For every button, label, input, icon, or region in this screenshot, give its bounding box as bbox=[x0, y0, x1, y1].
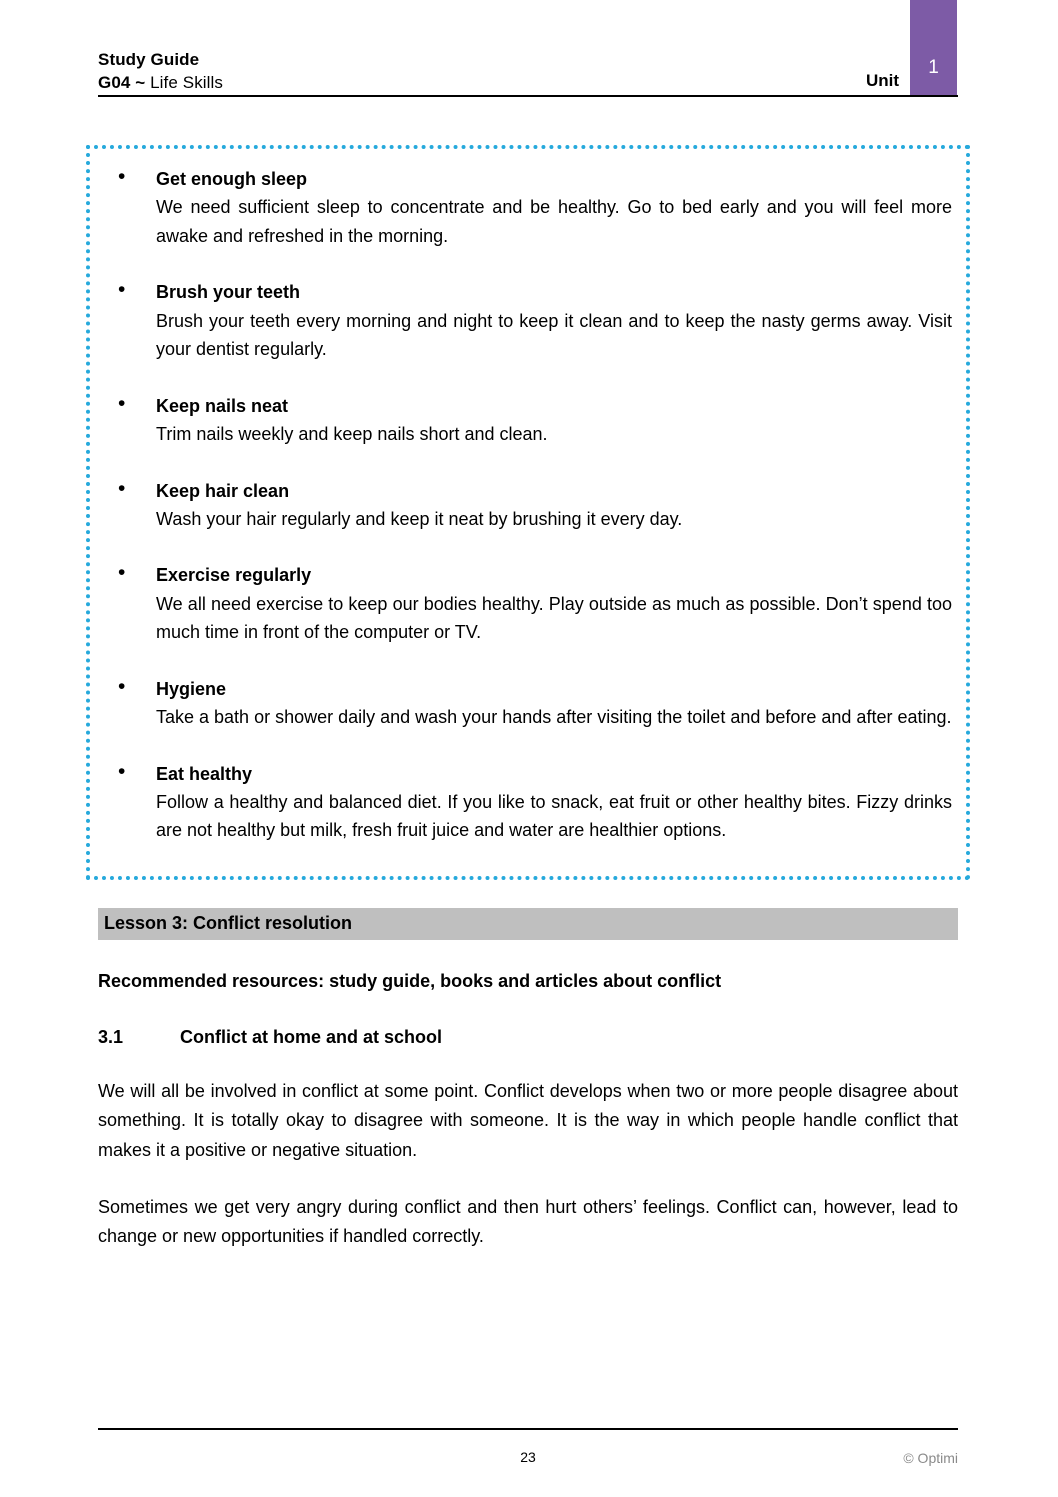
list-item bbox=[104, 477, 952, 534]
lesson-heading-text: Lesson 3: Conflict resolution bbox=[104, 913, 353, 933]
tip-title: • Keep nails neat bbox=[156, 395, 289, 416]
page-header bbox=[98, 0, 958, 96]
header-unit-label: Unit bbox=[865, 71, 899, 90]
tip-title: • Get enough sleep bbox=[156, 169, 308, 189]
footer-copyright: © Optimi bbox=[903, 1450, 958, 1466]
tip-title: • Keep hair clean bbox=[156, 480, 290, 501]
list-item bbox=[104, 392, 952, 449]
health-tips-callout bbox=[86, 145, 970, 880]
header-divider-rule bbox=[98, 95, 958, 97]
unit-badge bbox=[910, 0, 957, 95]
tip-title: • Exercise regularly bbox=[156, 565, 312, 586]
tip-title: • Eat healthy bbox=[156, 763, 253, 784]
tip-title: • Brush your teeth bbox=[156, 282, 301, 303]
tip-body: Follow a healthy and balanced diet. If you like to snack, eat fruit or other healthy bites. Fizzy drinks are not healthy but milk, fresh fruit juice and water are healthier options. bbox=[156, 792, 952, 841]
footer-divider-rule bbox=[98, 1428, 958, 1430]
section-heading bbox=[98, 1024, 958, 1052]
tip-title: • Hygiene bbox=[156, 678, 227, 699]
footer-page-number: 23 bbox=[520, 1449, 536, 1465]
list-item bbox=[104, 675, 952, 732]
header-subject-line bbox=[98, 71, 223, 94]
unit-badge-number: 1 bbox=[928, 57, 939, 78]
section-title: Conflict at home and at school bbox=[180, 1027, 443, 1047]
tip-body: We all need exercise to keep our bodies healthy. Play outside as much as possible. Don’t spend too much time in front of the computer or TV. bbox=[156, 593, 952, 643]
list-item bbox=[104, 561, 952, 646]
tip-body: Brush your teeth every morning and night to keep it clean and to keep the nasty germs away. Visit your dentist regularly. bbox=[156, 310, 952, 360]
tip-body: Trim nails weekly and keep nails short and clean. bbox=[156, 424, 548, 445]
health-tips-list bbox=[104, 165, 952, 845]
tip-body: Wash your hair regularly and keep it neat by brushing it every day. bbox=[156, 508, 683, 529]
header-grade-code: G04 ~ bbox=[98, 73, 146, 93]
list-item bbox=[104, 165, 952, 250]
header-titles bbox=[98, 48, 223, 95]
recommended-resources-line: Recommended resources: study guide, books and articles about conflict bbox=[98, 971, 722, 991]
tip-body: We need sufficient sleep to concentrate and be healthy. Go to bed early and you will feel more awake and refreshed in the morning. bbox=[156, 197, 952, 246]
tip-body: Take a bath or shower daily and wash your hands after visiting the toilet and before and after eating. bbox=[156, 707, 952, 728]
body-paragraph-1: We will all be involved in conflict at some point. Conflict develops when two or more people disagree about something. It is totally okay to disagree with someone. It is the way in which people handle conflict that makes it a positive or negative situation. bbox=[98, 1081, 958, 1160]
list-item bbox=[104, 278, 952, 363]
header-subject-name: Life Skills bbox=[150, 73, 224, 93]
lesson-heading-bar bbox=[98, 908, 958, 940]
body-paragraph-2: Sometimes we get very angry during conflict and then hurt others’ feelings. Conflict can, however, lead to change or new opportunities if handled correctly. bbox=[98, 1197, 958, 1247]
list-item bbox=[104, 760, 952, 845]
section-number: 3.1 bbox=[98, 1027, 124, 1047]
header-document-type: Study Guide bbox=[98, 50, 200, 69]
